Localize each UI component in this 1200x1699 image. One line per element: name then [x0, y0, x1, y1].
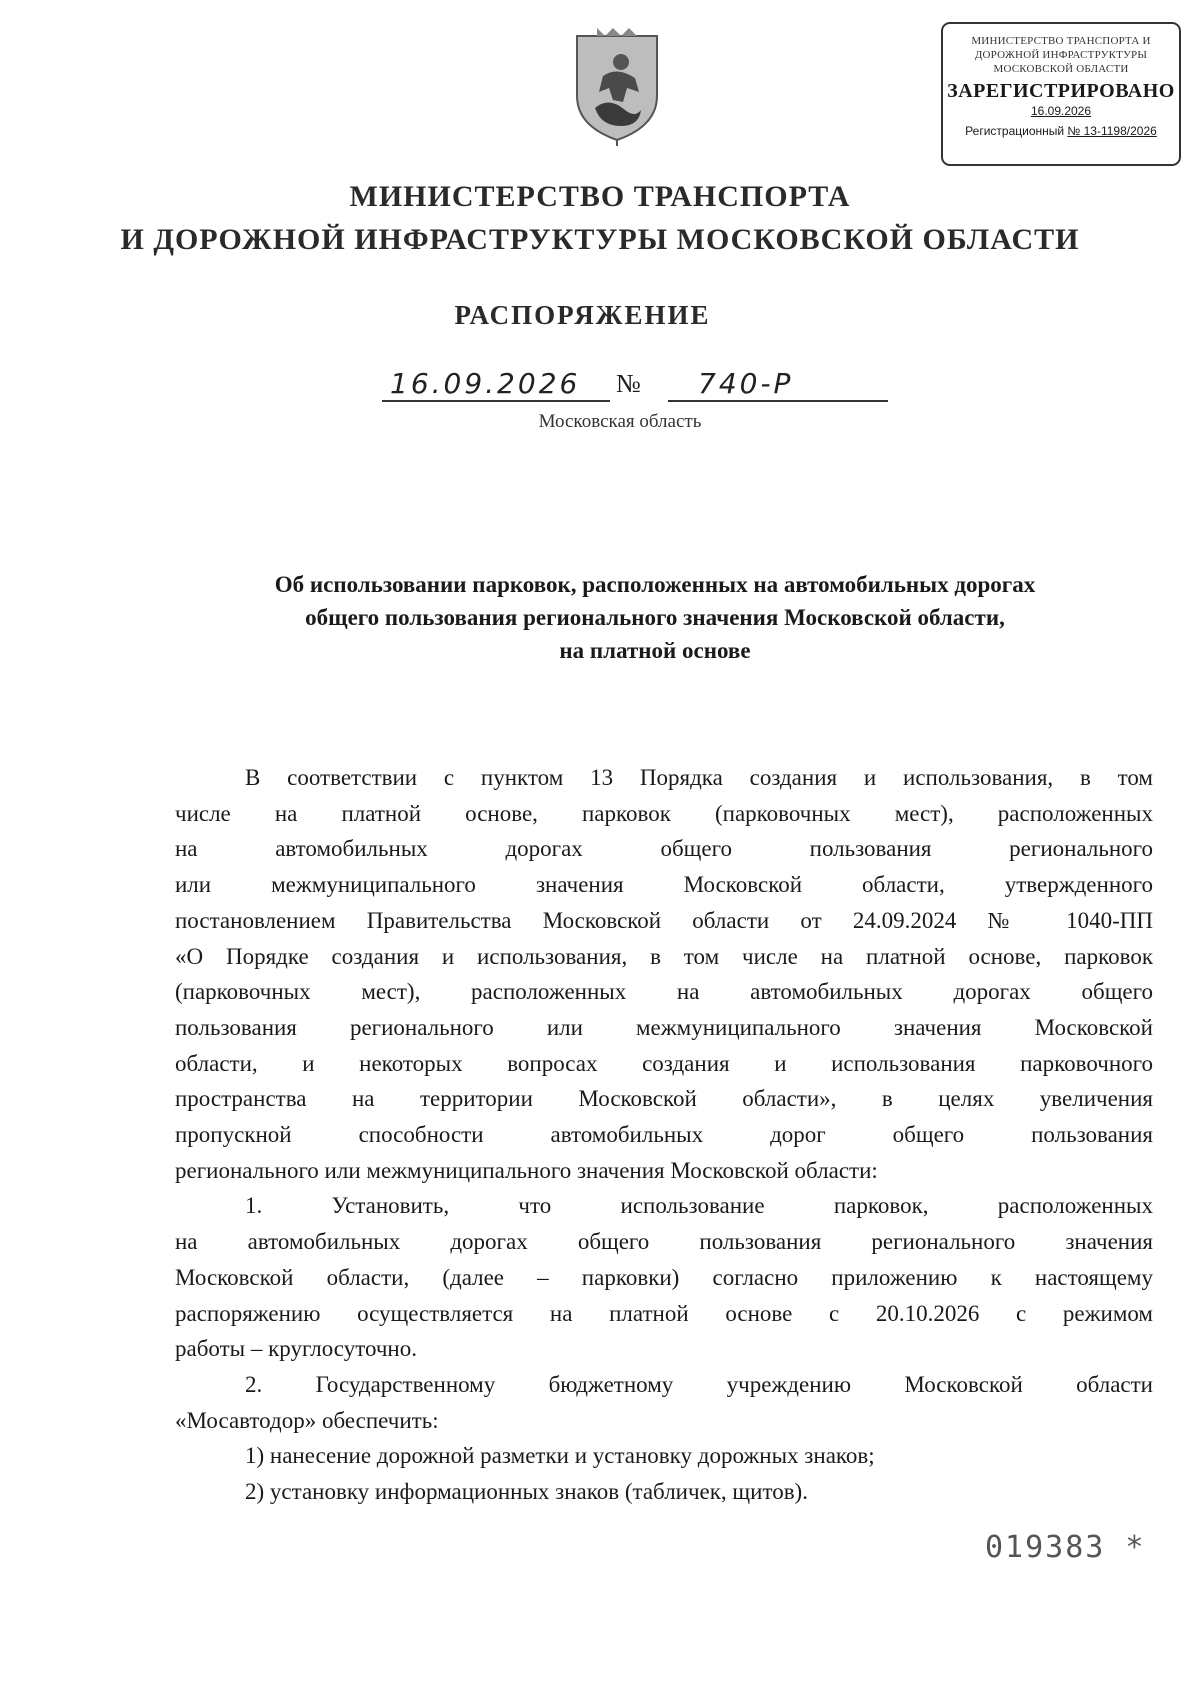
document-body [175, 760, 1153, 1510]
body-line: пользования регионального или межмуниципального значения Московской [175, 1014, 1153, 1040]
document-place: Московская область [538, 411, 702, 432]
body-line: пропускной способности автомобильных дорог общего пользования [175, 1122, 1153, 1148]
stamp-org-line: МОСКОВСКОЙ ОБЛАСТИ [993, 63, 1129, 75]
number-sign: № [616, 369, 641, 398]
ministry-title-line1: МИНИСТЕРСТВО ТРАНСПОРТА [349, 180, 851, 213]
body-line: постановлением Правительства Московской области от 24.09.2024 № 1040-ПП [175, 907, 1153, 933]
body-line: на автомобильных дорогах общего пользования регионального значения [175, 1229, 1153, 1255]
stamp-reg-label: Регистрационный [965, 124, 1065, 138]
stamp-date: 16.09.2026 [1030, 104, 1092, 118]
body-line: В соответствии с пунктом 13 Порядка создания и использования, в том [245, 765, 1153, 790]
body-line: или межмуниципального значения Московской области, утвержденного [175, 872, 1153, 898]
body-line: 1. Установить, что использование парковок, расположенных [245, 1193, 1153, 1219]
subject-line: общего пользования регионального значения Московской области, [305, 605, 1005, 630]
body-line: (парковочных мест), расположенных на автомобильных дорогах общего [175, 979, 1153, 1005]
body-line: распоряжению осуществляется на платной основе с 20.10.2026 с режимом [175, 1300, 1153, 1326]
body-line: пространства на территории Московской области», в целях увеличения [175, 1086, 1153, 1112]
body-line: 2) установку информационных знаков (табличек, щитов). [245, 1479, 808, 1505]
stamp-org-line: ДОРОЖНОЙ ИНФРАСТРУКТУРЫ [974, 49, 1148, 61]
stamp-status: ЗАРЕГИСТРИРОВАНО [947, 80, 1175, 102]
document-subject [150, 568, 1160, 667]
coat-of-arms-icon [569, 26, 665, 146]
stamp-reg-number [943, 124, 1179, 138]
body-line: 1) нанесение дорожной разметки и установку дорожных знаков; [245, 1443, 875, 1469]
body-line: «О Порядке создания и использования, в том числе на платной основе, парковок [175, 943, 1153, 969]
subject-line: на платной основе [559, 638, 751, 663]
body-line: области, и некоторых вопросах создания и использования парковочного [175, 1050, 1153, 1076]
document-type: РАСПОРЯЖЕНИЕ [454, 300, 711, 330]
stamp-org-line: МИНИСТЕРСТВО ТРАНСПОРТА И [971, 35, 1151, 47]
subject-line: Об использовании парковок, расположенных на автомобильных дорогах [274, 572, 1036, 597]
document-serial-number: 019383 * [985, 1530, 1146, 1565]
body-line: 2. Государственному бюджетному учреждению Московской области [245, 1371, 1153, 1397]
body-line: Московской области, (далее – парковки) согласно приложению к настоящему [175, 1264, 1153, 1290]
body-line: числе на платной основе, парковок (парковочных мест), расположенных [175, 800, 1153, 826]
stamp-reg-value: № 13-1198/2026 [1067, 124, 1157, 138]
registration-stamp [941, 22, 1181, 166]
body-line: на автомобильных дорогах общего пользования регионального [175, 836, 1153, 862]
date-number-row [378, 367, 888, 407]
body-line: «Мосавтодор» обеспечить: [175, 1407, 439, 1433]
body-line: регионального или межмуниципального значения Московской области: [175, 1157, 878, 1183]
body-line: работы – круглосуточно. [175, 1336, 417, 1362]
document-date: 16.09.2026 [382, 367, 610, 402]
document-number: 740-Р [668, 367, 888, 402]
ministry-title-line2: И ДОРОЖНОЙ ИНФРАСТРУКТУРЫ МОСКОВСКОЙ ОБЛАСТИ [120, 223, 1080, 256]
